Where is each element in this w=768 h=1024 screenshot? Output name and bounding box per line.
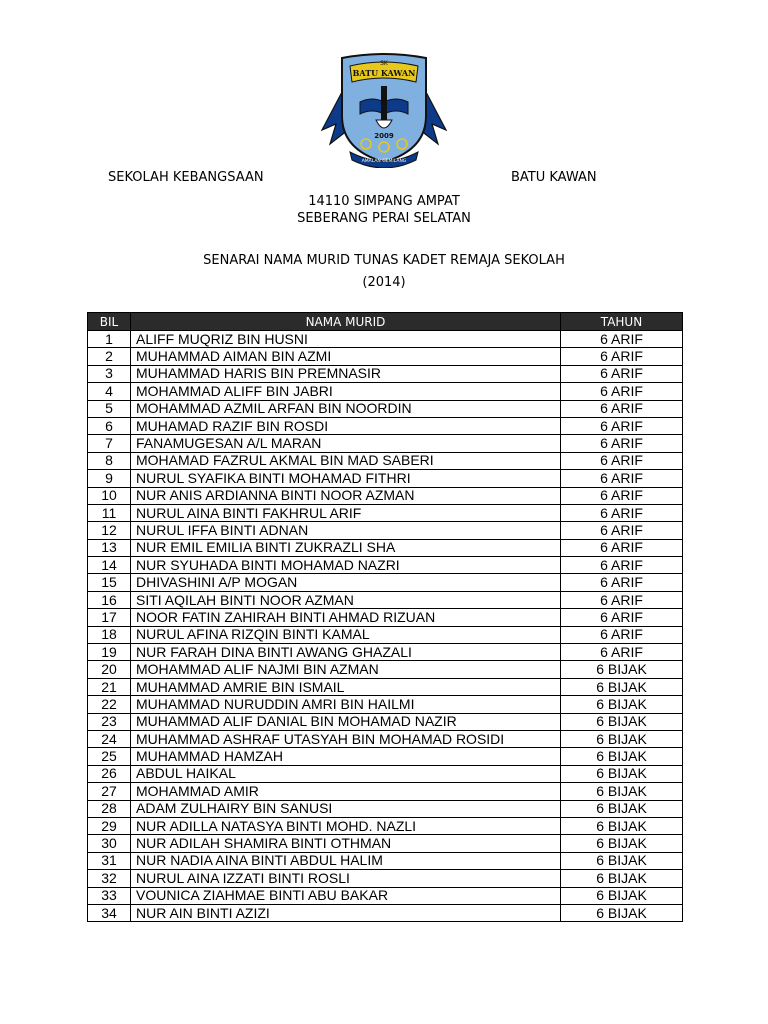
row-tahun: 6 BIJAK — [561, 870, 683, 887]
row-nama: MUHAMMAD AMRIE BIN ISMAIL — [131, 678, 561, 695]
row-nama: MOHAMAD FAZRUL AKMAL BIN MAD SABERI — [131, 452, 561, 469]
table-row — [88, 887, 683, 904]
row-bil: 23 — [88, 713, 131, 730]
table-row — [88, 748, 683, 765]
address-line1: 14110 SIMPANG AMPAT — [308, 194, 460, 209]
table-row — [88, 487, 683, 504]
row-nama: NUR NADIA AINA BINTI ABDUL HALIM — [131, 852, 561, 869]
row-nama: MUHAMMAD HARIS BIN PREMNASIR — [131, 365, 561, 382]
row-bil: 19 — [88, 644, 131, 661]
table-row — [88, 331, 683, 348]
row-tahun: 6 ARIF — [561, 470, 683, 487]
row-tahun: 6 BIJAK — [561, 661, 683, 678]
row-bil: 6 — [88, 417, 131, 434]
table-row — [88, 783, 683, 800]
list-year: (2014) — [362, 275, 406, 290]
crest-text-name: BATU KAWAN — [352, 68, 416, 78]
school-name-right: BATU KAWAN — [511, 170, 597, 185]
row-bil: 3 — [88, 365, 131, 382]
row-bil: 25 — [88, 748, 131, 765]
row-tahun: 6 BIJAK — [561, 765, 683, 782]
row-nama: MOHAMMAD ALIFF BIN JABRI — [131, 383, 561, 400]
row-bil: 7 — [88, 435, 131, 452]
row-tahun: 6 BIJAK — [561, 800, 683, 817]
row-nama: MUHAMMAD ALIF DANIAL BIN MOHAMAD NAZIR — [131, 713, 561, 730]
row-nama: MUHAMMAD ASHRAF UTASYAH BIN MOHAMAD ROSIDI — [131, 730, 561, 747]
row-nama: NUR EMIL EMILIA BINTI ZUKRAZLI SHA — [131, 539, 561, 556]
row-tahun: 6 ARIF — [561, 591, 683, 608]
row-bil: 34 — [88, 904, 131, 921]
crest-motto: AMALAN GEMILANG — [361, 159, 407, 164]
table-header-row — [88, 313, 683, 331]
row-nama: ABDUL HAIKAL — [131, 765, 561, 782]
row-tahun: 6 ARIF — [561, 487, 683, 504]
row-bil: 12 — [88, 522, 131, 539]
row-nama: NUR ANIS ARDIANNA BINTI NOOR AZMAN — [131, 487, 561, 504]
row-tahun: 6 BIJAK — [561, 713, 683, 730]
row-nama: NUR ADILAH SHAMIRA BINTI OTHMAN — [131, 835, 561, 852]
table-row — [88, 678, 683, 695]
table-row — [88, 383, 683, 400]
row-nama: NUR AIN BINTI AZIZI — [131, 904, 561, 921]
row-bil: 18 — [88, 626, 131, 643]
row-tahun: 6 ARIF — [561, 348, 683, 365]
row-bil: 31 — [88, 852, 131, 869]
row-tahun: 6 ARIF — [561, 574, 683, 591]
row-bil: 24 — [88, 730, 131, 747]
row-bil: 1 — [88, 331, 131, 348]
row-tahun: 6 BIJAK — [561, 817, 683, 834]
row-nama: MOHAMMAD AZMIL ARFAN BIN NOORDIN — [131, 400, 561, 417]
table-row — [88, 539, 683, 556]
row-tahun: 6 ARIF — [561, 557, 683, 574]
row-nama: NOOR FATIN ZAHIRAH BINTI AHMAD RIZUAN — [131, 609, 561, 626]
row-tahun: 6 ARIF — [561, 400, 683, 417]
row-bil: 14 — [88, 557, 131, 574]
table-row — [88, 904, 683, 921]
row-nama: MUHAMMAD AIMAN BIN AZMI — [131, 348, 561, 365]
table-row — [88, 730, 683, 747]
row-bil: 11 — [88, 504, 131, 521]
row-tahun: 6 BIJAK — [561, 730, 683, 747]
row-nama: ADAM ZULHAIRY BIN SANUSI — [131, 800, 561, 817]
row-bil: 2 — [88, 348, 131, 365]
table-row — [88, 470, 683, 487]
row-nama: NURUL IFFA BINTI ADNAN — [131, 522, 561, 539]
row-tahun: 6 BIJAK — [561, 904, 683, 921]
row-tahun: 6 ARIF — [561, 644, 683, 661]
table-row — [88, 817, 683, 834]
row-nama: MUHAMMAD NURUDDIN AMRI BIN HAILMI — [131, 696, 561, 713]
row-nama: NURUL SYAFIKA BINTI MOHAMAD FITHRI — [131, 470, 561, 487]
row-tahun: 6 ARIF — [561, 504, 683, 521]
table-row — [88, 400, 683, 417]
row-bil: 26 — [88, 765, 131, 782]
table-row — [88, 626, 683, 643]
row-nama: NURUL AINA IZZATI BINTI ROSLI — [131, 870, 561, 887]
table-row — [88, 574, 683, 591]
table-row — [88, 696, 683, 713]
row-tahun: 6 ARIF — [561, 452, 683, 469]
row-bil: 21 — [88, 678, 131, 695]
row-nama: NURUL AINA BINTI FAKHRUL ARIF — [131, 504, 561, 521]
table-row — [88, 504, 683, 521]
table-row — [88, 609, 683, 626]
row-bil: 22 — [88, 696, 131, 713]
row-tahun: 6 BIJAK — [561, 835, 683, 852]
row-bil: 28 — [88, 800, 131, 817]
table-row — [88, 348, 683, 365]
row-bil: 13 — [88, 539, 131, 556]
row-tahun: 6 BIJAK — [561, 852, 683, 869]
row-tahun: 6 ARIF — [561, 331, 683, 348]
row-bil: 10 — [88, 487, 131, 504]
row-nama: MUHAMAD RAZIF BIN ROSDI — [131, 417, 561, 434]
list-title: SENARAI NAMA MURID TUNAS KADET REMAJA SEKOLAH — [203, 253, 565, 268]
row-tahun: 6 ARIF — [561, 539, 683, 556]
column-header-tahun: TAHUN — [561, 313, 683, 331]
row-tahun: 6 BIJAK — [561, 783, 683, 800]
column-header-nama: NAMA MURID — [131, 313, 561, 331]
student-roster-table — [87, 312, 683, 922]
row-tahun: 6 ARIF — [561, 609, 683, 626]
row-nama: MUHAMMAD HAMZAH — [131, 748, 561, 765]
table-row — [88, 522, 683, 539]
table-row — [88, 591, 683, 608]
table-row — [88, 800, 683, 817]
table-row — [88, 365, 683, 382]
row-tahun: 6 ARIF — [561, 417, 683, 434]
school-name-left: SEKOLAH KEBANGSAAN — [108, 170, 264, 185]
row-bil: 4 — [88, 383, 131, 400]
crest-text-top: SK — [380, 60, 388, 67]
crest-text-year: 2009 — [374, 132, 394, 140]
row-tahun: 6 ARIF — [561, 522, 683, 539]
row-tahun: 6 ARIF — [561, 435, 683, 452]
table-row — [88, 852, 683, 869]
table-row — [88, 557, 683, 574]
table-row — [88, 713, 683, 730]
row-tahun: 6 ARIF — [561, 383, 683, 400]
row-nama: NURUL AFINA RIZQIN BINTI KAMAL — [131, 626, 561, 643]
table-row — [88, 765, 683, 782]
table-row — [88, 417, 683, 434]
row-tahun: 6 BIJAK — [561, 887, 683, 904]
row-nama: MOHAMMAD ALIF NAJMI BIN AZMAN — [131, 661, 561, 678]
row-bil: 20 — [88, 661, 131, 678]
torch-icon — [381, 86, 387, 120]
table-row — [88, 870, 683, 887]
row-tahun: 6 BIJAK — [561, 696, 683, 713]
table-row — [88, 661, 683, 678]
row-tahun: 6 BIJAK — [561, 678, 683, 695]
row-bil: 15 — [88, 574, 131, 591]
row-nama: SITI AQILAH BINTI NOOR AZMAN — [131, 591, 561, 608]
row-bil: 27 — [88, 783, 131, 800]
row-tahun: 6 BIJAK — [561, 748, 683, 765]
table-row — [88, 644, 683, 661]
row-bil: 32 — [88, 870, 131, 887]
row-bil: 33 — [88, 887, 131, 904]
table-body — [88, 331, 683, 922]
row-nama: NUR FARAH DINA BINTI AWANG GHAZALI — [131, 644, 561, 661]
row-bil: 29 — [88, 817, 131, 834]
address-line2: SEBERANG PERAI SELATAN — [297, 211, 471, 226]
table-row — [88, 835, 683, 852]
row-tahun: 6 ARIF — [561, 626, 683, 643]
table-row — [88, 452, 683, 469]
row-nama: NUR ADILLA NATASYA BINTI MOHD. NAZLI — [131, 817, 561, 834]
table-row — [88, 435, 683, 452]
row-nama: NUR SYUHADA BINTI MOHAMAD NAZRI — [131, 557, 561, 574]
row-bil: 30 — [88, 835, 131, 852]
row-bil: 8 — [88, 452, 131, 469]
row-nama: ALIFF MUQRIZ BIN HUSNI — [131, 331, 561, 348]
row-nama: DHIVASHINI A/P MOGAN — [131, 574, 561, 591]
row-nama: MOHAMMAD AMIR — [131, 783, 561, 800]
row-nama: VOUNICA ZIAHMAE BINTI ABU BAKAR — [131, 887, 561, 904]
row-nama: FANAMUGESAN A/L MARAN — [131, 435, 561, 452]
row-bil: 16 — [88, 591, 131, 608]
row-tahun: 6 ARIF — [561, 365, 683, 382]
school-crest-icon — [320, 52, 448, 168]
row-bil: 9 — [88, 470, 131, 487]
row-bil: 5 — [88, 400, 131, 417]
column-header-bil: BIL — [88, 313, 131, 331]
row-bil: 17 — [88, 609, 131, 626]
